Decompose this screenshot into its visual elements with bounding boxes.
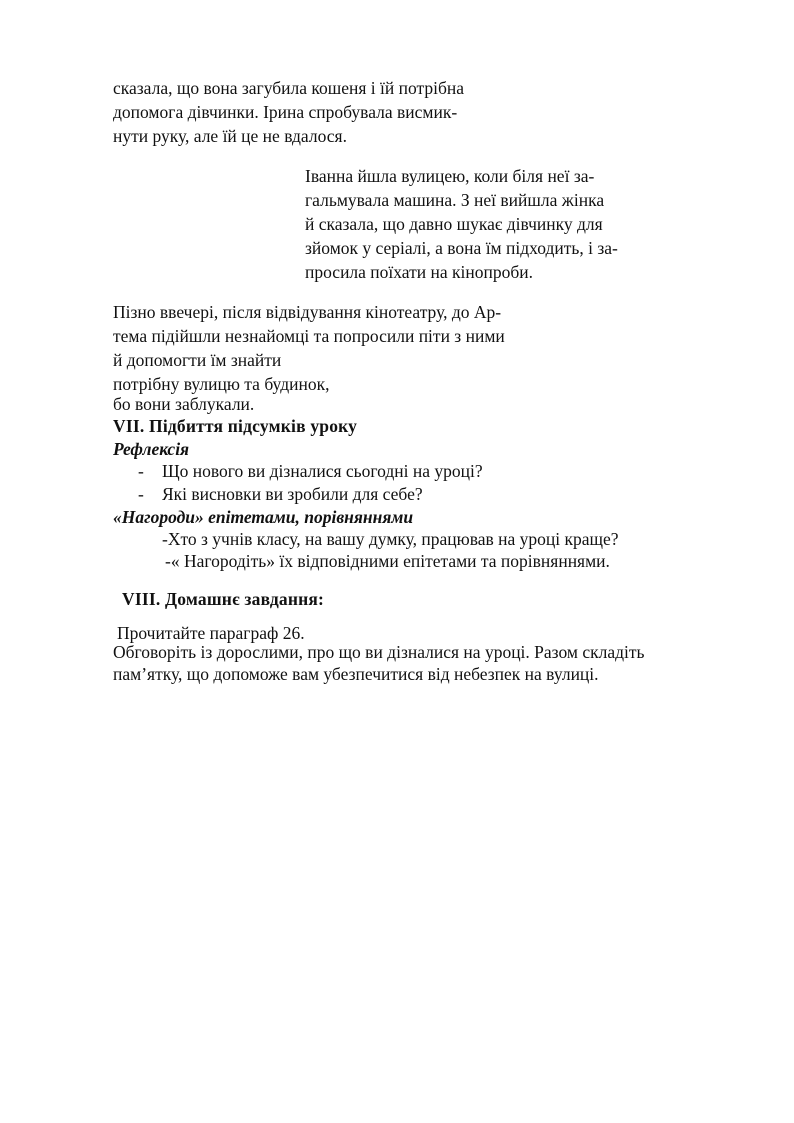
scenario3-line-2: тема підійшли незнайомці та попросили піти з ними bbox=[113, 326, 505, 346]
scenario1-line-2: допомога дівчинки. Ірина спробувала висмик- bbox=[113, 102, 458, 122]
scenario3-line-1: Пізно ввечері, після відвідування кінотеатру, до Ар- bbox=[113, 302, 502, 322]
scenario1-line-1: сказала, що вона загубила кошеня і їй потрібна bbox=[113, 78, 465, 98]
bullet-text-1: Що нового ви дізналися сьогодні на уроці? bbox=[162, 461, 483, 481]
awards-line-1: -Хто з учнів класу, на вашу думку, працював на уроці краще? bbox=[162, 529, 619, 549]
scenario2-line-5: просила поїхати на кінопроби. bbox=[305, 262, 534, 282]
scenario3-line-3: й допомогти їм знайти bbox=[113, 350, 282, 370]
scenario3-line-5: бо вони заблукали. bbox=[113, 394, 255, 414]
scenario1-line-3: нути руку, але їй це не вдалося. bbox=[113, 126, 347, 146]
scenario2-line-4: зйомок у серіалі, а вона їм підходить, і за- bbox=[305, 238, 618, 258]
bullet-text-2: Які висновки ви зробили для себе? bbox=[162, 484, 423, 504]
homework-line-1: Прочитайте параграф 26. bbox=[117, 623, 305, 643]
scenario2-line-2: гальмувала машина. З неї вийшла жінка bbox=[305, 190, 605, 210]
homework-line-2: Обговоріть із дорослими, про що ви дізналися на уроці. Разом складіть bbox=[113, 642, 645, 662]
bullet-dash-2: - bbox=[138, 484, 144, 504]
scenario2-line-3: й сказала, що давно шукає дівчинку для bbox=[305, 214, 603, 234]
section8-heading: VIII. Домашнє завдання: bbox=[122, 589, 325, 609]
homework-line-3: пам’ятку, що допоможе вам убезпечитися від небезпек на вулиці. bbox=[113, 664, 599, 684]
scenario2-line-1: Іванна йшла вулицею, коли біля неї за- bbox=[305, 166, 595, 186]
reflection-title: Рефлексія bbox=[113, 439, 190, 459]
scenario3-line-4: потрібну вулицю та будинок, bbox=[113, 374, 330, 394]
section7-heading: VII. Підбиття підсумків уроку bbox=[113, 416, 358, 436]
awards-title: «Нагороди» епітетами, порівняннями bbox=[113, 507, 414, 527]
awards-line-2: -« Нагородіть» їх відповідними епітетами та порівняннями. bbox=[165, 551, 610, 571]
bullet-dash-1: - bbox=[138, 461, 144, 481]
